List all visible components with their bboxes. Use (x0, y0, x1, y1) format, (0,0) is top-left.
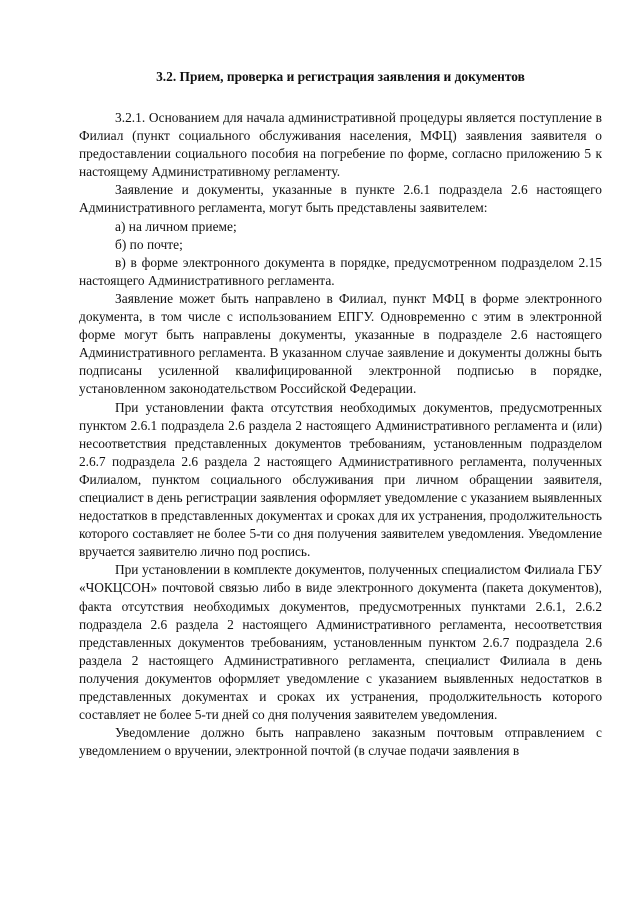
paragraph-electronic-submission: Заявление может быть направлено в Филиал, пункт МФЦ в форме электронного документа, в том числе с использованием ЕПГУ. Одновременно с этим в электронной форме могут быть направлены документы, указанные в подразделе 2.6 настоящего Административного регламента. В указанном случае заявление и документы должны быть подписаны усиленной квалифицированной электронной подписью в порядке, установленном законодательством Российской Федерации. (79, 290, 602, 397)
paragraph-missing-documents-personal: При установлении факта отсутствия необходимых документов, предусмотренных пунктом 2.6.1 подраздела 2.6 раздела 2 настоящего Административного регламента и (или) несоответствия представленных документов требованиям, установленным подразделом 2.6.7 подраздела 2.6 раздела 2 настоящего Административного регламента, полученных Филиалом, пунктом социального обслуживания при личном обращении заявителя, специалист в день регистрации заявления оформляет уведомление с указанием выявленных недостатков в представленных документах и сроках для их устранения, продолжительность которого составляет не более 5-ти со дня получения заявителем уведомления. Уведомление вручается заявителю лично под роспись. (79, 399, 602, 560)
section-heading: 3.2. Прием, проверка и регистрация заявления и документов (156, 69, 525, 84)
paragraph-notification-delivery: Уведомление должно быть направлено заказным почтовым отправлением с уведомлением о вручении, электронной почтой (в случае подачи заявления в (79, 725, 602, 759)
list-item-personal: а) на личном приеме; (115, 218, 237, 234)
list-item-post: б) по почте; (115, 236, 183, 252)
paragraph-submission-ways: Заявление и документы, указанные в пункте 2.6.1 подраздела 2.6 настоящего Административного регламента, могут быть представлены заявителем: (79, 182, 602, 216)
document-page (79, 68, 602, 760)
paragraph-basis: 3.2.1. Основанием для начала административной процедуры является поступление в Филиал (пункт социального обслуживания населения, МФЦ) заявления заявителя о предоставлении социального пособия на погребение по форме, согласно приложению 5 к настоящему Административному регламенту. (79, 110, 602, 180)
list-item-electronic: в) в форме электронного документа в порядке, предусмотренном подразделом 2.15 настоящего Административного регламента. (79, 254, 602, 288)
paragraph-missing-documents-post: При установлении в комплекте документов, полученных специалистом Филиала ГБУ «ЧОКЦСОН» почтовой связью либо в виде электронного документа (пакета документов), факта отсутствия необходимых документов, предусмотренных пунктами 2.6.1, 2.6.2 подраздела 2.6 раздела 2 настоящего Административного регламента, несоответствия представленных документов требованиям, установленным пунктом 2.6.7 подраздела 2.6 раздела 2 настоящего Административного регламента, специалист Филиала в день получения документов оформляет уведомление с указанием выявленных недостатков в представленных документах и сроках их устранения, продолжительность которого составляет не более 5-ти дней со дня получения заявителем уведомления. (79, 562, 602, 723)
